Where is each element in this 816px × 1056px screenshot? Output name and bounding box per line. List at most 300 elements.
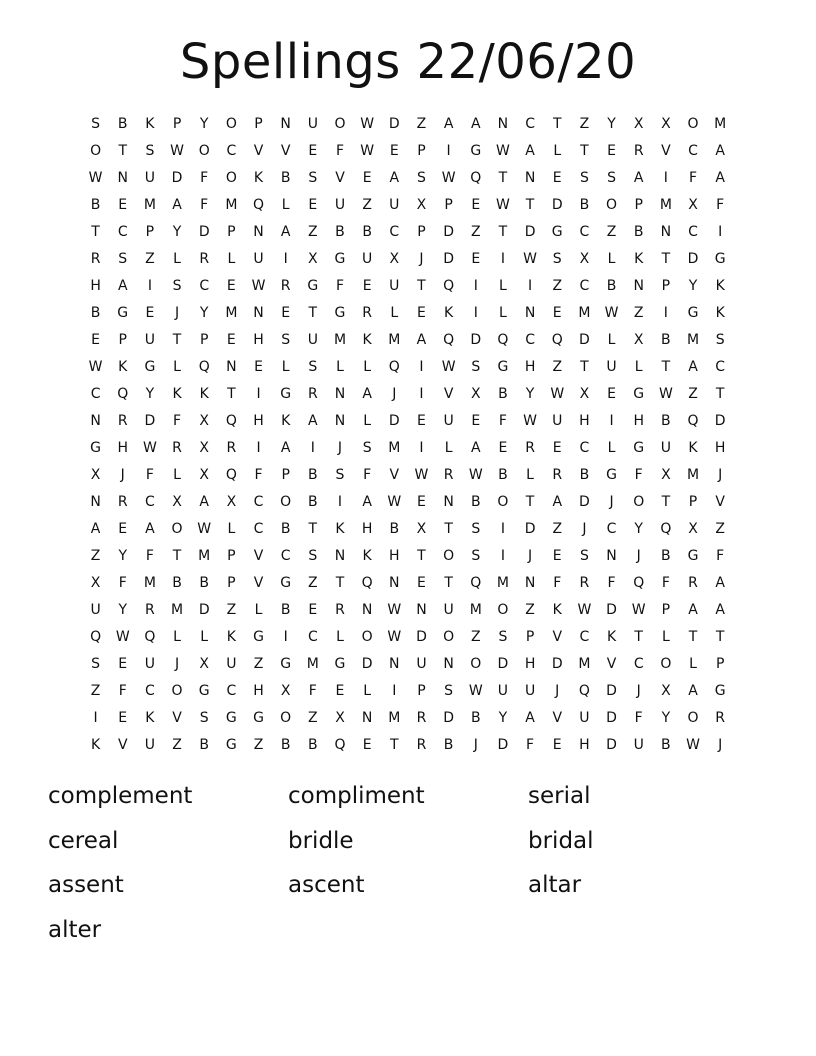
grid-letter: O xyxy=(225,116,237,132)
grid-letter: C xyxy=(280,548,291,564)
grid-letter: I xyxy=(500,251,505,267)
grid-letter: A xyxy=(172,197,182,213)
grid-letter: U xyxy=(606,359,617,375)
grid-letter: N xyxy=(361,710,373,726)
grid-letter: B xyxy=(308,737,318,753)
grid-letter: D xyxy=(551,197,563,213)
grid-letter: X xyxy=(335,710,345,726)
grid-letter: I xyxy=(663,170,668,186)
grid-letter: I xyxy=(419,440,424,456)
grid-letter: Z xyxy=(579,116,590,132)
grid-letter: Z xyxy=(552,278,563,294)
grid-letter: L xyxy=(553,143,562,159)
grid-letter: L xyxy=(336,359,344,375)
grid-letter: R xyxy=(525,440,535,456)
grid-letter: D xyxy=(606,683,617,699)
grid-letter: X xyxy=(688,197,698,213)
grid-letter: B xyxy=(661,737,671,753)
grid-letter: Z xyxy=(90,683,101,699)
grid-letter: P xyxy=(118,332,127,348)
grid-letter: X xyxy=(199,656,209,672)
grid-letter: P xyxy=(661,602,671,618)
grid-letter: P xyxy=(444,197,453,213)
grid-letter: W xyxy=(468,683,483,699)
grid-letter: A xyxy=(145,521,155,537)
grid-letter: L xyxy=(607,251,616,267)
grid-letter: S xyxy=(498,629,508,645)
grid-letter: C xyxy=(579,629,590,645)
grid-letter: I xyxy=(419,359,424,375)
grid-letter: E xyxy=(417,413,426,429)
grid-letter: S xyxy=(715,332,725,348)
grid-letter: M xyxy=(578,656,591,672)
grid-letter: W xyxy=(604,305,619,321)
grid-letter: H xyxy=(389,548,400,564)
grid-letter: E xyxy=(362,170,372,186)
grid-letter: K xyxy=(226,629,236,645)
grid-letter: F xyxy=(716,548,725,564)
grid-letter: E xyxy=(417,494,426,510)
grid-letter: E xyxy=(552,170,562,186)
grid-letter: P xyxy=(254,116,263,132)
grid-letter: M xyxy=(225,305,238,321)
grid-letter: M xyxy=(143,197,156,213)
grid-letter: K xyxy=(552,602,562,618)
grid-letter: E xyxy=(552,440,562,456)
grid-letter: G xyxy=(198,683,210,699)
grid-letter: G xyxy=(687,305,699,321)
grid-letter: D xyxy=(606,710,617,726)
grid-letter: R xyxy=(443,467,454,483)
grid-letter: B xyxy=(661,413,671,429)
grid-letter: O xyxy=(687,116,699,132)
grid-letter: K xyxy=(90,737,101,753)
grid-letter: R xyxy=(579,575,590,591)
grid-letter: W xyxy=(387,629,402,645)
grid-letter: M xyxy=(225,197,238,213)
grid-row xyxy=(82,300,734,327)
grid-letter: J xyxy=(636,548,641,564)
grid-letter: U xyxy=(389,197,400,213)
grid-letter: E xyxy=(552,548,562,564)
grid-letter: W xyxy=(441,359,456,375)
grid-letter: O xyxy=(198,143,210,159)
grid-letter: A xyxy=(416,332,427,348)
grid-letter: E xyxy=(552,737,562,753)
grid-letter: U xyxy=(253,251,264,267)
grid-letter: F xyxy=(118,575,127,591)
grid-letter: G xyxy=(225,710,237,726)
grid-letter: Q xyxy=(443,332,455,348)
grid-letter: M xyxy=(388,332,401,348)
grid-letter: C xyxy=(253,521,264,537)
grid-letter: T xyxy=(498,170,508,186)
grid-letter: M xyxy=(496,575,509,591)
grid-letter: B xyxy=(498,386,508,402)
grid-letter: Q xyxy=(334,737,346,753)
grid-letter: J xyxy=(174,656,180,672)
word-list-item: serial xyxy=(528,783,591,809)
grid-letter: X xyxy=(661,116,671,132)
word-list xyxy=(48,778,768,956)
grid-letter: G xyxy=(117,305,129,321)
word-list-item: compliment xyxy=(288,783,425,809)
grid-letter: A xyxy=(633,170,644,186)
grid-letter: C xyxy=(90,386,101,402)
grid-letter: T xyxy=(580,359,589,375)
grid-letter: L xyxy=(227,521,236,537)
grid-letter: Y xyxy=(525,386,535,402)
grid-letter: A xyxy=(443,116,454,132)
grid-letter: G xyxy=(280,656,292,672)
grid-letter: R xyxy=(117,413,128,429)
grid-letter: A xyxy=(470,116,481,132)
grid-letter: E xyxy=(498,440,508,456)
grid-letter: J xyxy=(582,521,587,537)
grid-letter: B xyxy=(470,710,481,726)
grid-letter: W xyxy=(197,521,212,537)
grid-letter: L xyxy=(363,413,372,429)
grid-letter: H xyxy=(253,683,264,699)
grid-letter: D xyxy=(714,413,726,429)
grid-row xyxy=(82,597,734,624)
grid-letter: W xyxy=(468,467,483,483)
grid-letter: T xyxy=(715,629,725,645)
grid-letter: G xyxy=(307,278,319,294)
grid-letter: C xyxy=(199,278,210,294)
grid-letter: F xyxy=(118,683,127,699)
grid-letter: K xyxy=(362,548,372,564)
grid-letter: O xyxy=(687,710,699,726)
grid-letter: F xyxy=(145,548,154,564)
grid-letter: O xyxy=(470,656,482,672)
grid-letter: I xyxy=(663,305,668,321)
grid-letter: E xyxy=(118,656,128,672)
grid-letter: F xyxy=(173,413,182,429)
grid-letter: U xyxy=(144,737,156,753)
grid-letter: M xyxy=(388,440,401,456)
grid-letter: W xyxy=(631,602,646,618)
grid-letter: R xyxy=(226,440,237,456)
grid-letter: Q xyxy=(470,575,482,591)
grid-letter: T xyxy=(417,278,426,294)
grid-letter: H xyxy=(524,359,536,375)
grid-letter: Z xyxy=(688,386,698,402)
grid-letter: D xyxy=(497,656,509,672)
grid-letter: D xyxy=(144,413,156,429)
grid-letter: A xyxy=(389,170,400,186)
grid-letter: S xyxy=(335,467,345,483)
grid-letter: D xyxy=(388,413,400,429)
grid-letter: R xyxy=(416,737,427,753)
grid-letter: X xyxy=(688,521,698,537)
grid-letter: F xyxy=(498,413,507,429)
grid-letter: Q xyxy=(633,575,645,591)
grid-letter: H xyxy=(361,521,373,537)
grid-letter: Y xyxy=(688,278,698,294)
grid-letter: S xyxy=(199,710,209,726)
grid-letter: K xyxy=(145,710,155,726)
grid-letter: Z xyxy=(308,224,318,240)
grid-letter: S xyxy=(308,359,318,375)
grid-letter: E xyxy=(417,575,426,591)
grid-letter: B xyxy=(362,224,372,240)
grid-letter: X xyxy=(389,251,400,267)
grid-letter: Y xyxy=(607,116,616,132)
grid-letter: E xyxy=(308,197,318,213)
grid-letter: Z xyxy=(606,224,617,240)
grid-letter: B xyxy=(308,494,318,510)
grid-letter: Z xyxy=(253,656,264,672)
grid-letter: H xyxy=(253,413,264,429)
grid-letter: N xyxy=(443,494,454,510)
grid-letter: S xyxy=(552,251,562,267)
grid-letter: R xyxy=(280,278,291,294)
grid-letter: R xyxy=(335,602,345,618)
grid-letter: X xyxy=(199,413,209,429)
grid-letter: W xyxy=(360,116,375,132)
grid-letter: W xyxy=(360,143,375,159)
grid-letter: P xyxy=(227,548,236,564)
word-search-grid xyxy=(82,111,734,759)
grid-letter: U xyxy=(443,602,454,618)
word-list-item: assent xyxy=(48,872,124,898)
grid-letter: O xyxy=(660,656,672,672)
grid-letter: A xyxy=(280,224,291,240)
grid-letter: U xyxy=(144,332,156,348)
grid-letter: K xyxy=(715,305,725,321)
grid-letter: L xyxy=(499,305,507,321)
grid-row xyxy=(82,273,734,300)
grid-letter: J xyxy=(392,386,397,402)
grid-letter: N xyxy=(280,116,291,132)
grid-letter: Y xyxy=(172,224,182,240)
grid-letter: B xyxy=(280,602,291,618)
grid-letter: P xyxy=(661,278,671,294)
grid-letter: N xyxy=(443,656,454,672)
grid-letter: L xyxy=(173,251,181,267)
grid-row xyxy=(82,516,734,543)
grid-letter: O xyxy=(361,629,373,645)
grid-letter: C xyxy=(633,656,644,672)
grid-letter: D xyxy=(198,602,210,618)
grid-letter: I xyxy=(256,440,261,456)
grid-letter: T xyxy=(498,224,508,240)
grid-letter: B xyxy=(579,197,590,213)
grid-letter: M xyxy=(198,548,211,564)
grid-letter: E xyxy=(607,386,616,402)
grid-letter: X xyxy=(199,440,209,456)
grid-letter: B xyxy=(335,224,345,240)
grid-letter: T xyxy=(444,575,453,591)
grid-letter: B xyxy=(498,467,508,483)
grid-row xyxy=(82,624,734,651)
grid-letter: T xyxy=(661,494,671,510)
grid-letter: N xyxy=(633,278,644,294)
grid-letter: D xyxy=(388,116,400,132)
grid-letter: S xyxy=(579,170,589,186)
grid-letter: M xyxy=(686,332,700,348)
grid-letter: L xyxy=(254,602,263,618)
grid-row xyxy=(82,489,734,516)
grid-letter: N xyxy=(334,413,346,429)
grid-letter: S xyxy=(417,170,426,186)
grid-letter: H xyxy=(579,413,590,429)
grid-letter: U xyxy=(416,656,427,672)
grid-letter: U xyxy=(552,413,563,429)
grid-letter: N xyxy=(524,305,536,321)
grid-letter: B xyxy=(661,548,671,564)
grid-letter: M xyxy=(388,710,401,726)
grid-letter: X xyxy=(308,251,318,267)
grid-letter: I xyxy=(473,305,478,321)
grid-letter: B xyxy=(443,737,454,753)
grid-letter: T xyxy=(525,197,535,213)
grid-letter: R xyxy=(307,386,318,402)
grid-letter: Z xyxy=(253,737,264,753)
grid-letter: S xyxy=(471,359,481,375)
grid-letter: E xyxy=(145,305,155,321)
grid-letter: Y xyxy=(661,710,671,726)
grid-letter: L xyxy=(173,359,181,375)
grid-letter: E xyxy=(118,197,128,213)
grid-letter: R xyxy=(172,440,182,456)
grid-letter: Z xyxy=(226,602,237,618)
grid-letter: A xyxy=(308,413,318,429)
grid-letter: W xyxy=(142,440,157,456)
grid-letter: Z xyxy=(145,251,155,267)
grid-letter: E xyxy=(254,359,263,375)
grid-letter: U xyxy=(497,683,509,699)
grid-letter: N xyxy=(524,170,536,186)
grid-letter: V xyxy=(552,629,563,645)
grid-letter: H xyxy=(90,278,101,294)
grid-letter: N xyxy=(117,170,128,186)
grid-row xyxy=(82,543,734,570)
grid-letter: Y xyxy=(498,710,508,726)
grid-letter: O xyxy=(280,710,292,726)
grid-letter: T xyxy=(335,575,345,591)
grid-letter: L xyxy=(227,251,236,267)
grid-letter: D xyxy=(443,710,454,726)
grid-letter: M xyxy=(333,332,347,348)
grid-letter: J xyxy=(636,683,641,699)
grid-letter: F xyxy=(634,710,643,726)
grid-letter: P xyxy=(172,116,182,132)
grid-letter: X xyxy=(90,575,101,591)
grid-letter: L xyxy=(689,656,697,672)
grid-letter: Y xyxy=(118,602,128,618)
grid-letter: Y xyxy=(199,305,209,321)
grid-letter: M xyxy=(171,602,184,618)
grid-letter: R xyxy=(552,467,563,483)
grid-letter: R xyxy=(688,575,698,591)
grid-letter: W xyxy=(170,143,184,159)
grid-letter: F xyxy=(716,197,725,213)
grid-letter: N xyxy=(416,602,427,618)
grid-letter: Q xyxy=(687,413,699,429)
grid-letter: S xyxy=(308,548,318,564)
grid-letter: L xyxy=(607,332,616,348)
grid-letter: H xyxy=(117,440,128,456)
grid-letter: S xyxy=(362,440,372,456)
grid-letter: Y xyxy=(199,116,209,132)
grid-letter: D xyxy=(361,656,373,672)
word-list-item: complement xyxy=(48,783,193,809)
grid-row xyxy=(82,192,734,219)
grid-letter: N xyxy=(334,386,346,402)
grid-letter: B xyxy=(280,521,291,537)
grid-letter: Q xyxy=(361,575,373,591)
grid-letter: H xyxy=(633,413,644,429)
grid-letter: V xyxy=(443,386,454,402)
grid-letter: G xyxy=(334,251,346,267)
grid-letter: K xyxy=(715,278,725,294)
grid-letter: Z xyxy=(172,737,182,753)
grid-row xyxy=(82,408,734,435)
grid-letter: B xyxy=(199,737,209,753)
grid-letter: E xyxy=(335,683,345,699)
grid-letter: U xyxy=(144,170,156,186)
grid-letter: F xyxy=(607,575,616,591)
grid-letter: N xyxy=(389,656,400,672)
grid-letter: D xyxy=(443,224,454,240)
grid-letter: N xyxy=(606,548,617,564)
grid-letter: B xyxy=(579,467,590,483)
grid-letter: K xyxy=(172,386,182,402)
grid-letter: Z xyxy=(470,629,481,645)
grid-letter: K xyxy=(199,386,209,402)
grid-letter: F xyxy=(200,170,209,186)
grid-letter: A xyxy=(117,278,128,294)
grid-row xyxy=(82,138,734,165)
grid-letter: L xyxy=(363,359,372,375)
grid-letter: V xyxy=(606,656,617,672)
grid-letter: D xyxy=(524,224,536,240)
grid-letter: Q xyxy=(470,170,482,186)
grid-letter: Z xyxy=(308,575,318,591)
grid-letter: L xyxy=(173,467,181,483)
grid-letter: C xyxy=(579,224,590,240)
grid-letter: E xyxy=(389,143,399,159)
grid-letter: X xyxy=(172,494,182,510)
grid-letter: W xyxy=(577,602,592,618)
grid-letter: N xyxy=(226,359,237,375)
grid-letter: N xyxy=(90,494,101,510)
grid-letter: I xyxy=(283,629,288,645)
grid-letter: F xyxy=(634,467,643,483)
grid-letter: B xyxy=(90,197,101,213)
grid-letter: G xyxy=(606,467,617,483)
grid-letter: R xyxy=(199,251,210,267)
grid-letter: S xyxy=(471,521,481,537)
grid-letter: D xyxy=(606,602,617,618)
grid-letter: F xyxy=(688,170,698,186)
grid-letter: I xyxy=(392,683,397,699)
word-list-item: bridal xyxy=(528,827,594,854)
grid-row xyxy=(82,327,734,354)
grid-letter: G xyxy=(334,656,346,672)
grid-letter: M xyxy=(659,197,672,213)
grid-letter: S xyxy=(607,170,616,186)
grid-letter: P xyxy=(417,224,426,240)
grid-letter: G xyxy=(253,629,264,645)
word-list-item: bridle xyxy=(288,827,354,854)
grid-letter: K xyxy=(444,305,454,321)
grid-letter: P xyxy=(227,575,236,591)
grid-letter: O xyxy=(280,494,292,510)
grid-letter: I xyxy=(609,413,614,429)
